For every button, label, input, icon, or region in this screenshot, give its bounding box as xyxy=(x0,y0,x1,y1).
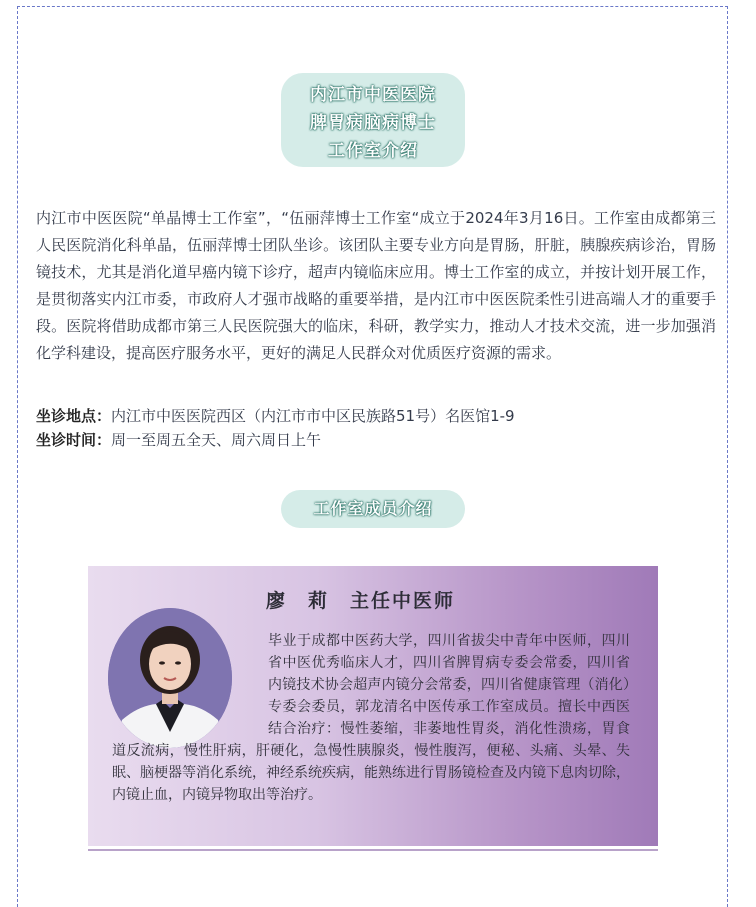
doctor-bio-block xyxy=(112,630,630,806)
clinic-hours xyxy=(36,428,716,452)
intro-paragraph: 内江市中医医院“单晶博士工作室”，“伍丽萍博士工作室“成立于2024年3月16日。工作室由成都第三人民医院消化科单晶，伍丽萍博士团队坐诊。该团队主要专业方向是胃肠，肝脏，胰腺疾病诊治，胃肠镜技术，尤其是消化道早癌内镜下诊疗，超声内镜临床应用。博士工作室的成立，并按计划开展工作，是贯彻落实内江市委，市政府人才强市战略的重要举措，是内江市中医医院柔性引进高端人才的重要手段。医院将借助成都市第三人民医院强大的临床，科研，教学实力，推动人才技术交流，进一步加强消化学科建设，提高医疗服务水平，更好的满足人民群众对优质医疗资源的需求。 xyxy=(36,209,716,362)
members-section-title: 工作室成员介绍 xyxy=(281,490,465,528)
photo-wrap-spacer xyxy=(112,630,268,740)
title-line-3: 工作室介绍 xyxy=(328,141,418,161)
doctor-name-title: 廖 莉 主任中医师 xyxy=(266,590,456,612)
hours-label: 坐诊时间： xyxy=(36,431,112,449)
title-line-2: 脾胃病脑病博士 xyxy=(310,113,436,133)
hours-value: 周一至周五全天、周六周日上午 xyxy=(111,431,322,449)
section-title-badge xyxy=(281,73,465,167)
address-label: 坐诊地点： xyxy=(36,407,112,425)
title-line-1: 内江市中医医院 xyxy=(310,85,436,105)
card-divider xyxy=(88,849,658,851)
clinic-address xyxy=(36,404,716,428)
address-value: 内江市中医医院西区（内江市市中区民族路51号）名医馆1-9 xyxy=(111,407,515,425)
doctor-bio: 毕业于成都中医药大学，四川省拔尖中青年中医师，四川省中医优秀临床人才，四川省脾胃病专委会常委，四川省内镜技术协会超声内镜分会常委，四川省健康管理（消化）专委会委员，郭龙清名中医传承工作室成员。擅长中西医结合治疗：慢性萎缩，非萎地性胃炎，消化性溃疡，胃食道反流病，慢性肝病，肝硬化，急慢性胰腺炎，慢性腹泻，便秘、头痛、头晕、失眠、脑梗器等消化系统，神经系统疾病，能熟练进行胃肠镜检查及内镜下息肉切除，内镜止血，内镜异物取出等治疗。 xyxy=(112,633,630,803)
